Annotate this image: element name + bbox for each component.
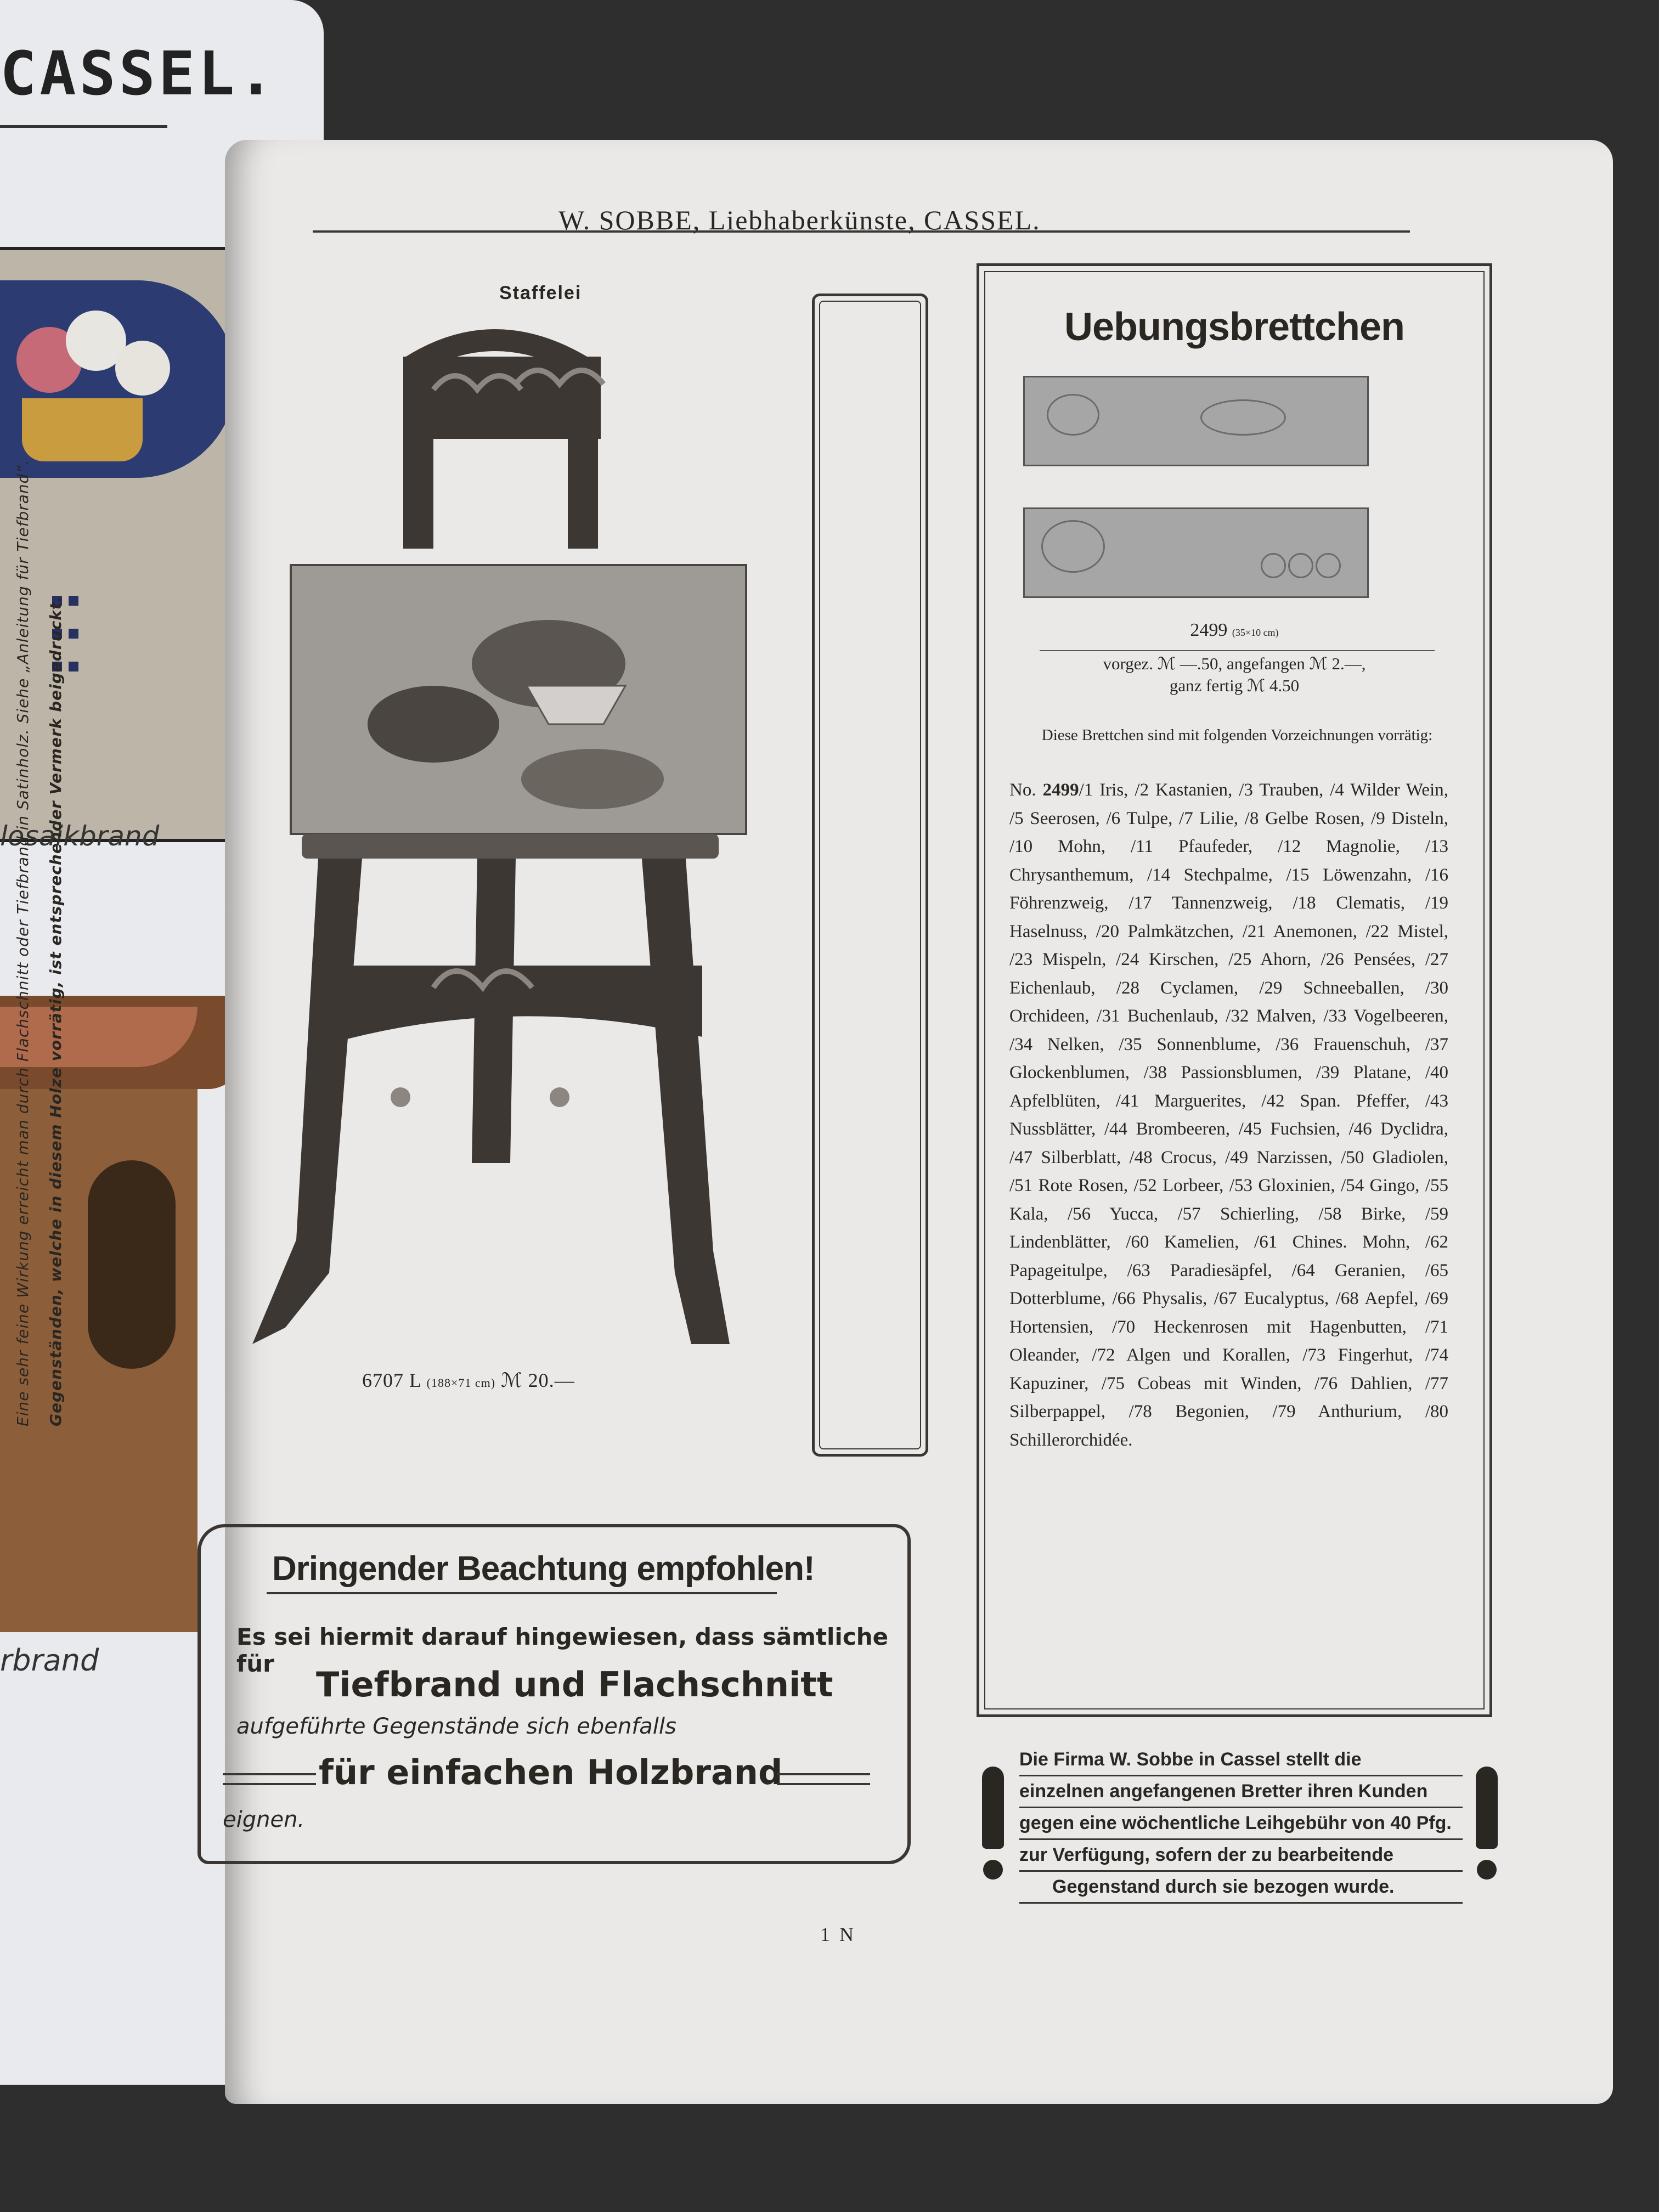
running-head: W. SOBBE, Liebhaberkünste, CASSEL. [558,205,1041,235]
stool-caption: rbrand [0,1643,99,1678]
uebungsbrettchen-model: 2499 (35×10 cm) [1190,620,1279,640]
easel-price: ℳ 20.— [501,1369,575,1391]
vertical-note-line-1: Eine sehr feine Wirkung erreicht man durch Flachschnitt oder Tiefbrand in Satinholz. Siehe „Anleitung für Tiefbrand“. [14,459,32,1426]
notice-box [198,1524,911,1864]
practice-board-illustration [1023,507,1369,598]
exclamation-icon [1476,1767,1498,1882]
notice-line-4: für einfachen Holzbrand [319,1752,783,1792]
uebungsbrettchen-price: vorgez. ℳ —.50, angefangen ℳ 2.—, ganz fertig ℳ 4.50 [1103,654,1366,695]
left-head-rule [0,125,167,128]
rental-notice-text: Die Firma W. Sobbe in Cassel stellt die einzelnen angefangenen Bretter ihren Kunden gegen eine wöchentliche Leihgebühr von 40 Pfg. zur Verfügung, sofern der zu bearbeitende Gegenstand durch sie bezogen wurde. [1019,1745,1463,1904]
easel-size: (188×71 cm) [426,1376,496,1390]
double-rule-right [777,1773,870,1785]
double-rule-left [223,1773,316,1785]
exclamation-icon [982,1767,1004,1882]
notice-line-5: eignen. [223,1807,305,1832]
vertical-note-line-2: Gegenständen, welche in diesem Holze vorrätig, ist entsprechender Vermerk beigedruckt. [47,595,65,1426]
vertical-note-frame [812,294,928,1457]
notice-line-3: aufgeführte Gegenstände sich ebenfalls [236,1714,676,1739]
page-folio: 1 N [820,1923,856,1945]
notice-title-rule [267,1592,777,1594]
uebungsbrettchen-box [977,263,1492,1717]
notice-line-1: Es sei hiermit darauf hingewiesen, dass sämtliche für [236,1623,889,1677]
notice-line-2: Tiefbrand und Flachschnitt [316,1664,833,1705]
notice-title: Dringender Beachtung empfohlen! [272,1550,815,1588]
price-rule [1040,650,1435,651]
uebungsbrettchen-intro: Diese Brettchen sind mit folgenden Vorzeichnungen vorrätig: [1041,726,1433,744]
mosaic-caption: losaikbrand [0,820,160,852]
easel-caption [362,1369,575,1392]
practice-board-illustration [1023,376,1369,466]
mosaic-flower [115,341,170,396]
head-rule [313,230,1410,233]
rental-notice [982,1745,1509,1909]
easel-illustration [252,307,779,1361]
design-list-text: /1 Iris, /2 Kastanien, /3 Trauben, /4 Wilder Wein, /5 Seerosen, /6 Tulpe, /7 Lilie, /8 Gelbe Rosen, /9 Disteln, /10 Mohn, /11 Pfaufeder, /12 Magnolie, /13 Chrysanthemum, /14 Stechpalme, /15 Löwenzahn, /16 Föhrenzweig, /17 Tannenzweig, /18 Clematis, /19 Haselnuss, /20 Palmkätzchen, /21 Anemonen, /22 Mistel, /23 Mispeln, /24 Kirschen, /25 Ahorn, /26 Pensées, /27 Eichenlaub, /28 Cyclamen, /29 Schneeballen, /30 Orchideen, /31 Buchenlaub, /32 Malven, /33 Vogelbeeren, /34 Nelken, /35 Sonnenblume, /36 Frauenschuh, /37 Glockenblumen, /38 Passionsblumen, /39 Platane, /40 Apfelblüten, /41 Marguerites, /42 Span. Pfeffer, /43 Nussblätter, /44 Brombeeren, /45 Fuchsien, /46 Dyclidra, /47 Silberblatt, /48 Crocus, /49 Narzissen, /50 Gladiolen, /51 Rote Rosen, /52 Lorbeer, /53 Gloxinien, /54 Gingo, /55 Kala, /56 Yucca, /57 Schierling, /58 Birke, /59 Lindenblätter, /60 Kamelien, /61 Chines. Mohn, /62 Papageitulpe, /63 Paradiesäpfel, /64 Geranien, /65 Dotterblume, /66 Physalis, /67 Eucalyptus, /68 Aepfel, /69 Hortensien, /70 Heckenrosen mit Hagenbutten, /71 Oleander, /72 Algen und Korallen, /73 Fingerhut, /74 Kapuziner, /75 Cobeas mit Winden, /76 Dahlien, /77 Silberpappel, /78 Begonien, /79 Anthurium, /80 Schillerorchidée. [1009,780,1448,1450]
design-list: No. 2499/1 Iris, /2 Kastanien, /3 Trauben, /4 Wilder Wein, /5 Seerosen, /6 Tulpe, /7 Lilie, /8 Gelbe Rosen, /9 Disteln, /10 Mohn, /11 Pfaufeder, /12 Magnolie, /13 Chrysanthemum, /14 Stechpalme, /15 Löwenzahn, /16 Föhrenzweig, /17 Tannenzweig, /18 Clematis, /19 Haselnuss, /20 Palmkätzchen, /21 Anemonen, /22 Mistel, /23 Mispeln, /24 Kirschen, /25 Ahorn, /26 Pensées, /27 Eichenlaub, /28 Cyclamen, /29 Schneeballen, /30 Orchideen, /31 Buchenlaub, /32 Malven, /33 Vogelbeeren, /34 Nelken, /35 Sonnenblume, /36 Frauenschuh, /37 Glockenblumen, /38 Passionsblumen, /39 Platane, /40 Apfelblüten, /41 Marguerites, /42 Span. Pfeffer, /43 Nussblätter, /44 Brombeeren, /45 Fuchsien, /46 Dyclidra, /47 Silberblatt, /48 Crocus, /49 Narzissen, /50 Gladiolen, /51 Rote Rosen, /52 Lorbeer, /53 Gloxinien, /54 Gingo, /55 Kala, /56 Yucca, /57 Schierling, /58 Birke, /59 Lindenblätter, /60 Kamelien, /61 Chines. Mohn, /62 Papageitulpe, /63 Paradiesäpfel, /64 Geranien, /65 Dotterblume, /66 Physalis, /67 Eucalyptus, /68 Aepfel, /69 Hortensien, /70 Heckenrosen mit Hagenbutten, /71 Oleander, /72 Algen und Korallen, /73 Fingerhut, /74 Kapuziner, /75 Cobeas mit Winden, /76 Dahlien, /77 Silberpappel, /78 Begonien, /79 Anthurium, /80 Schillerorchidée. [1009,780,1448,1450]
stool-window [88,1160,176,1369]
vertical-note [7,302,72,1426]
easel-label: Staffelei [499,283,582,303]
easel-model-number: 6707 L [362,1369,421,1391]
left-running-head: CASSEL. [0,38,278,109]
uebungsbrettchen-title: Uebungsbrettchen [1064,305,1405,349]
